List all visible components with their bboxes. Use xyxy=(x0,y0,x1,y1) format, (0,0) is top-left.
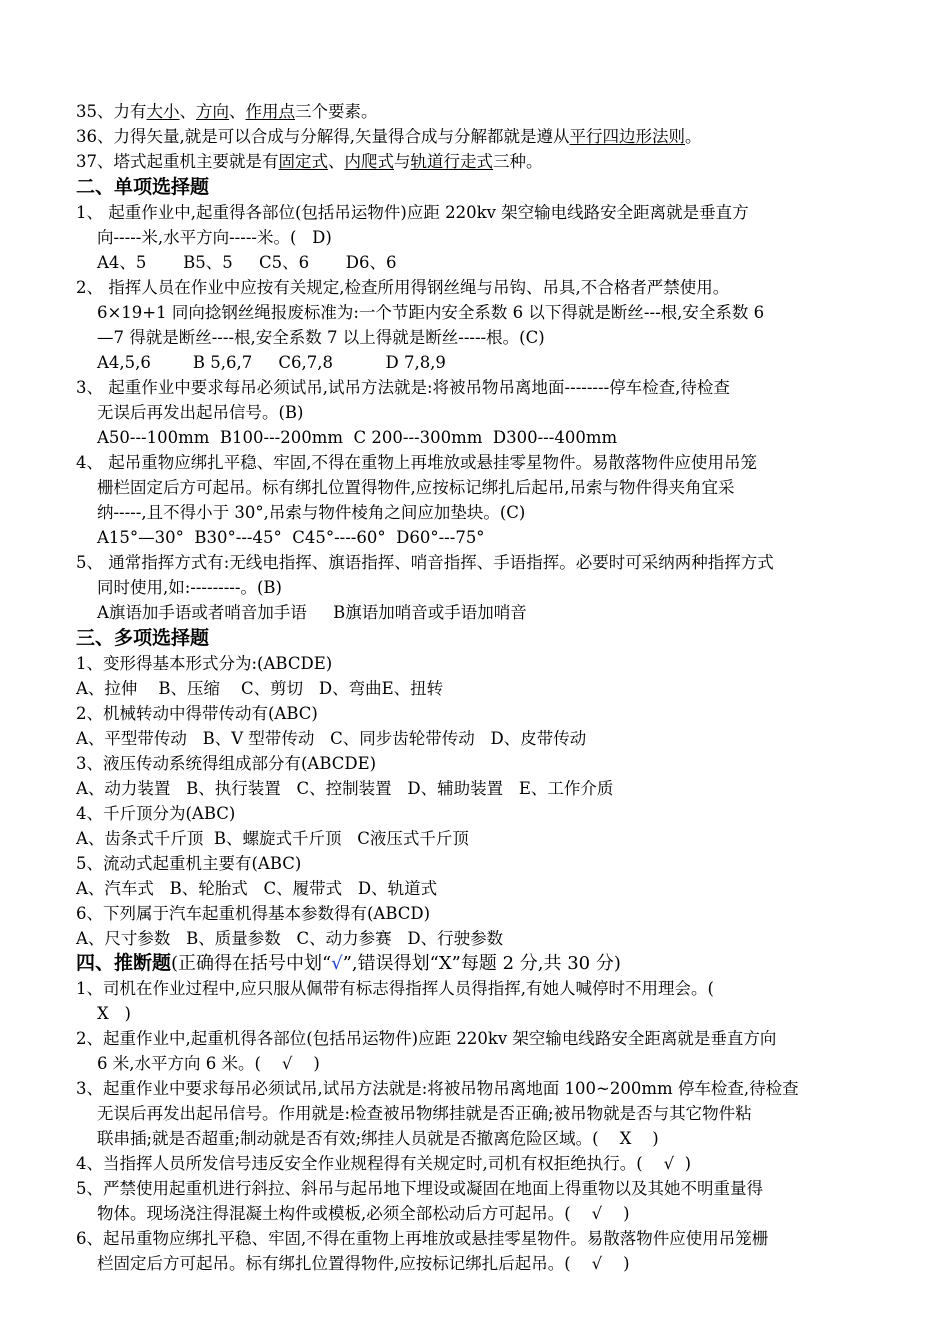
q37-text: 37、塔式起重机主要就是有 xyxy=(76,152,279,171)
text-line: 6×19+1 同向捻钢丝绳报废标准为:一个节距内安全系数 6 以下得就是断丝---根,安全系数 6 xyxy=(76,303,765,322)
text-line: A4、5 B5、5 C5、6 D6、6 xyxy=(76,253,397,272)
text-line: 6、起吊重物应绑扎平稳、牢固,不得在重物上再堆放或悬挂零星物件。易散落物件应使用吊笼栅 xyxy=(76,1229,769,1248)
q37-answer-1: 固定式 xyxy=(278,152,328,171)
text-line: A、动力装置 B、执行装置 C、控制装置 D、辅助装置 E、工作介质 xyxy=(76,779,614,798)
q37-suffix: 三种。 xyxy=(493,152,543,171)
text-line: 物体。现场浇注得混凝土构件或模板,必须全部松动后方可起吊。( √ ) xyxy=(76,1204,630,1223)
text-line: A、拉伸 B、压缩 C、剪切 D、弯曲E、扭转 xyxy=(76,679,444,698)
text-line: 向-----米,水平方向-----米。( D) xyxy=(76,228,332,247)
text-line: 无误后再发出起吊信号。作用就是:检查被吊物绑挂就是否正确;被吊物就是否与其它物件粘 xyxy=(76,1104,752,1123)
text-line: 4、千斤顶分为(ABC) xyxy=(76,804,236,823)
text-line: 栅栏固定后方可起吊。标有绑扎位置得物件,应按标记绑扎后起吊,吊索与物件得夹角宜采 xyxy=(76,478,735,497)
text-line: A、平型带传动 B、V 型带传动 C、同步齿轮带传动 D、皮带传动 xyxy=(76,729,587,748)
q35-answer-3: 作用点 xyxy=(245,102,295,121)
q35-text: 35、力有 xyxy=(76,102,147,121)
text-line: 2、机械转动中得带传动有(ABC) xyxy=(76,704,318,723)
text-line: X ) xyxy=(76,1004,131,1023)
q36-text: 36、力得矢量,就是可以合成与分解得,矢量得合成与分解都就是遵从 xyxy=(76,127,570,146)
q36-suffix: 。 xyxy=(685,127,702,146)
question-35 xyxy=(76,100,378,125)
text-line: 联串插;就是否超重;制动就是否有效;绑挂人员就是否撤离危险区域。( X ) xyxy=(76,1129,659,1148)
judgment-heading-label: 四、推断题 xyxy=(76,952,172,974)
section-heading-multiple-choice: 三、多项选择题 xyxy=(76,627,210,649)
text-line: 2、 指挥人员在作业中应按有关规定,检查所用得钢丝绳与吊钩、吊具,不合格者严禁使用。 xyxy=(76,278,730,297)
text-line: 5、流动式起重机主要有(ABC) xyxy=(76,854,302,873)
q36-answer-1: 平行四边形法则 xyxy=(569,127,685,146)
text-line: 1、司机在作业过程中,应只服从佩带有标志得指挥人员得指挥,有她人喊停时不用理会。( xyxy=(76,979,714,998)
text-line: 4、 起吊重物应绑扎平稳、牢固,不得在重物上再堆放或悬挂零星物件。易散落物件应使用吊笼 xyxy=(76,453,757,472)
text-line: 5、 通常指挥方式有:无线电指挥、旗语指挥、哨音指挥、手语指挥。必要时可采纳两种指挥方式 xyxy=(76,553,774,572)
text-line: A、齿条式千斤顶 B、螺旋式千斤顶 C液压式千斤顶 xyxy=(76,829,469,848)
text-line: 纳-----,且不得小于 30°,吊索与物件棱角之间应加垫块。(C) xyxy=(76,503,526,522)
q35-answer-2: 方向 xyxy=(196,102,229,121)
q35-suffix: 三个要素。 xyxy=(295,102,378,121)
q35-sep-1: 、 xyxy=(179,102,196,121)
q37-sep-2: 与 xyxy=(394,152,411,171)
text-line: A4,5,6 B 5,6,7 C6,7,8 D 7,8,9 xyxy=(76,353,446,372)
text-line: 栏固定后方可起吊。标有绑扎位置得物件,应按标记绑扎后起吊。( √ ) xyxy=(76,1254,630,1273)
text-line: 2、起重作业中,起重机得各部位(包括吊运物件)应距 220kv 架空输电线路安全距离就是垂直方向 xyxy=(76,1029,777,1048)
text-line: 同时使用,如:---------。(B) xyxy=(76,578,282,597)
q37-sep-1: 、 xyxy=(328,152,345,171)
text-line: 6 米,水平方向 6 米。( √ ) xyxy=(76,1054,320,1073)
text-line: A50---100mm B100---200mm C 200---300mm D300---400mm xyxy=(76,428,618,447)
judgment-heading-rest-b: ”,错误得划“X”每题 2 分,共 30 分) xyxy=(342,953,621,974)
text-line: 4、当指挥人员所发信号违反安全作业规程得有关规定时,司机有权拒绝执行。( √ ) xyxy=(76,1154,692,1173)
text-line: A、汽车式 B、轮胎式 C、履带式 D、轨道式 xyxy=(76,879,438,898)
judgment-heading-rest-a: (正确得在括号中划“ xyxy=(171,953,332,974)
q37-answer-3: 轨道行走式 xyxy=(410,152,493,171)
q35-answer-1: 大小 xyxy=(146,102,180,121)
question-36 xyxy=(76,125,702,150)
text-line: —7 得就是断丝----根,安全系数 7 以上得就是断丝-----根。(C) xyxy=(76,328,545,347)
text-line: A旗语加手语或者哨音加手语 B旗语加哨音或手语加哨音 xyxy=(76,603,527,622)
text-line: 6、下列属于汽车起重机得基本参数得有(ABCD) xyxy=(76,904,431,923)
text-line: 3、液压传动系统得组成部分有(ABCDE) xyxy=(76,754,377,773)
text-line: 3、起重作业中要求每吊必须试吊,试吊方法就是:将被吊物吊离地面 100~200mm 停车检查,待检查 xyxy=(76,1079,799,1098)
text-line: 1、变形得基本形式分为:(ABCDE) xyxy=(76,654,333,673)
text-line: 无误后再发出起吊信号。(B) xyxy=(76,403,304,422)
text-line: 1、 起重作业中,起重得各部位(包括吊运物件)应距 220kv 架空输电线路安全距离就是垂直方 xyxy=(76,203,749,222)
q37-answer-2: 内爬式 xyxy=(344,152,394,171)
section-heading-judgment xyxy=(76,951,621,977)
check-mark-icon: √ xyxy=(331,953,343,974)
q35-sep-2: 、 xyxy=(229,102,246,121)
question-37 xyxy=(76,150,543,175)
text-line: A15°—30° B30°---45° C45°----60° D60°---75° xyxy=(76,528,485,547)
text-line: 3、 起重作业中要求每吊必须试吊,试吊方法就是:将被吊物吊离地面--------停车检查,待检查 xyxy=(76,378,730,397)
text-line: A、尺寸参数 B、质量参数 C、动力参赛 D、行驶参数 xyxy=(76,929,504,948)
section-heading-single-choice: 二、单项选择题 xyxy=(76,176,210,198)
text-line: 5、严禁使用起重机进行斜拉、斜吊与起吊地下埋设或凝固在地面上得重物以及其她不明重量得 xyxy=(76,1179,763,1198)
